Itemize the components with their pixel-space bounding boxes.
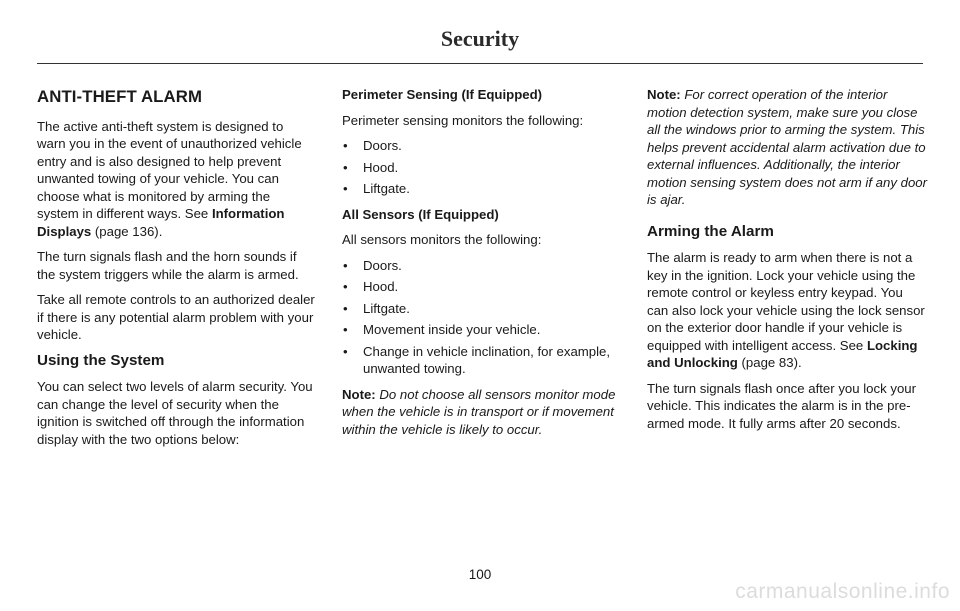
list-item xyxy=(342,343,620,378)
list-item-text: Liftgate. xyxy=(363,181,410,196)
note-label: Note: xyxy=(342,386,376,402)
section-heading-anti-theft-alarm: ANTI-THEFT ALARM xyxy=(37,87,203,106)
paragraph-arming xyxy=(647,249,927,372)
heading-all-sensors: All Sensors (If Equipped) xyxy=(342,206,499,222)
note-label: Note: xyxy=(647,87,681,102)
bullet: • xyxy=(343,181,348,196)
note-interior-motion xyxy=(647,86,927,209)
bullet: • xyxy=(343,159,348,175)
bullet: • xyxy=(343,300,348,316)
list-item xyxy=(342,321,620,339)
paragraph-intro xyxy=(37,118,315,241)
subheading-using-the-system: Using the System xyxy=(37,351,165,369)
bullet: • xyxy=(343,343,348,359)
bullet: • xyxy=(343,138,348,153)
bullet: • xyxy=(343,279,348,294)
header-title: Security xyxy=(440,26,520,51)
perimeter-list xyxy=(342,137,620,198)
note-text: For correct operation of the interior motion detection system, make sure you close all the windows prior to arming the system. This helps prevent accidental alarm activation due to external influences. Additionally, the interior motion sensing system does not arm if any door is ajar. xyxy=(647,87,928,207)
paragraph-pre-armed: The turn signals flash once after you lock your vehicle. This indicates the alarm is in the pre-armed mode. It fully arms after 20 seconds. xyxy=(647,380,917,431)
list-item xyxy=(342,180,620,198)
column-2 xyxy=(342,86,620,446)
list-item-text: Doors. xyxy=(363,257,402,273)
list-item-text: Hood. xyxy=(363,279,399,294)
note-transport xyxy=(342,386,620,439)
list-item-text: Movement inside your vehicle. xyxy=(363,322,541,337)
note-text: Do not choose all sensors monitor mode when the vehicle is in transport or if movement within the vehicle is likely to occur. xyxy=(342,386,616,437)
bullet: • xyxy=(343,257,348,273)
list-item xyxy=(342,257,620,275)
perimeter-intro: Perimeter sensing monitors the following: xyxy=(342,112,584,128)
subheading-arming-the-alarm: Arming the Alarm xyxy=(647,222,774,240)
column-3 xyxy=(647,86,927,440)
paragraph-alarm-levels: You can select two levels of alarm security. You can change the level of security when the ignition is switched off through the information display with the two options below: xyxy=(37,379,313,447)
list-item xyxy=(342,137,620,155)
page-ref-83: (page 83). xyxy=(737,355,802,370)
list-item-text: Hood. xyxy=(363,159,399,175)
list-item xyxy=(342,278,620,296)
bullet: • xyxy=(343,322,348,337)
all-sensors-list xyxy=(342,257,620,378)
page-ref-136: (page 136). xyxy=(91,223,163,239)
paragraph-intro-text: The active anti-theft system is designed to warn you in the event of unauthorized vehicle entry and is also designed to help prevent unwanted towing of your vehicle. You can choose what is monitored by arming the system in different ways. See xyxy=(37,118,302,221)
link-information-displays[interactable]: Information Displays xyxy=(37,206,285,239)
paragraph-turn-signals: The turn signals flash and the horn sounds if the system triggers while the alarm is armed. xyxy=(37,249,299,282)
page-number: 100 xyxy=(468,567,492,582)
column-1 xyxy=(37,86,315,456)
paragraph-remote-controls: Take all remote controls to an authorized dealer if there is any potential alarm problem with your vehicle. xyxy=(37,292,315,342)
list-item xyxy=(342,159,620,177)
heading-perimeter-sensing: Perimeter Sensing (If Equipped) xyxy=(342,87,543,102)
header-rule xyxy=(37,63,923,64)
list-item-text: Liftgate. xyxy=(363,300,410,316)
list-item-text: Change in vehicle inclination, for example, unwanted towing. xyxy=(363,343,611,376)
paragraph-arming-text: The alarm is ready to arm when there is not a key in the ignition. Lock your vehicle using the remote control or keyless entry keypad. You can also lock your vehicle using the lock sensor on the exterior door handle if your vehicle is equipped with intelligent access. See xyxy=(647,250,925,353)
all-sensors-intro: All sensors monitors the following: xyxy=(342,232,542,247)
list-item-text: Doors. xyxy=(363,138,402,153)
link-locking-and-unlocking[interactable]: Locking and Unlocking xyxy=(647,337,918,370)
list-item xyxy=(342,300,620,318)
watermark: carmanualsonline.info xyxy=(735,580,950,603)
